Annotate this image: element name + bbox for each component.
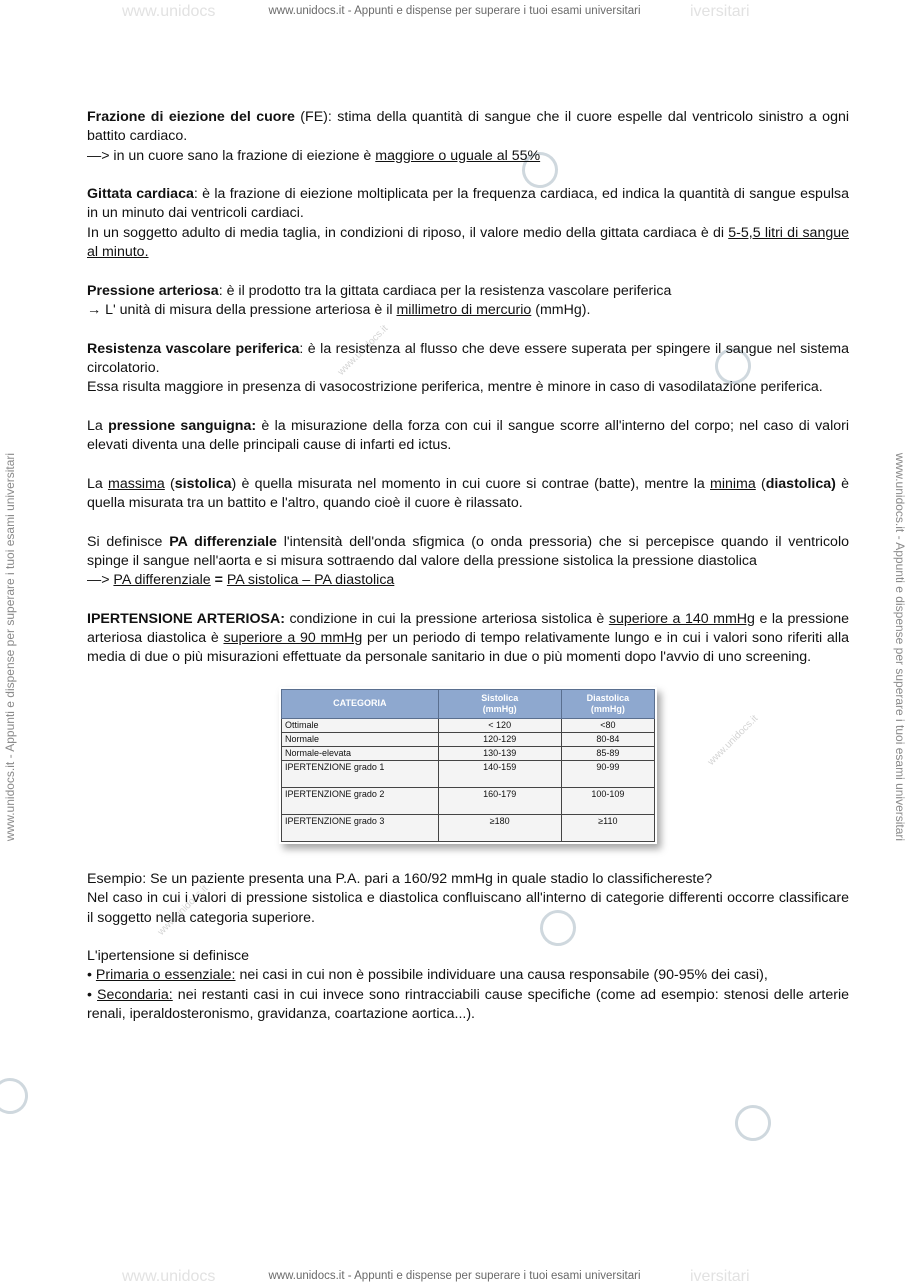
text: In un soggetto adulto di media taglia, in condizioni di riposo, il valore medio della gittata cardiaca è di — [87, 224, 729, 241]
watermark-ghost-left-bottom: www.unidocs — [122, 1268, 216, 1285]
term-frazione-eiezione: Frazione di eiezione del cuore — [87, 109, 295, 125]
paragraph-ipertensione — [87, 610, 849, 668]
cell-sistolica: 140-159 — [438, 760, 561, 787]
term-sistolica: sistolica — [174, 475, 232, 492]
term-primaria: Primaria o essenziale: — [95, 967, 236, 984]
value-unit: millimetro di mercurio — [396, 301, 532, 318]
text: : è la frazione di eiezione moltiplicata per la frequenza cardiaca, ed indica la quantità di sangue espulsa in un minuto dai ventricoli cardiaci. — [87, 186, 849, 222]
paragraph-gittata — [87, 185, 849, 262]
watermark-top: www.unidocs.it - Appunti e dispense per superare i tuoi esami universitari — [268, 5, 641, 17]
watermark-ghost-right: iversitari — [690, 3, 750, 20]
header-diastolica-unit: (mmHg) — [590, 703, 625, 714]
cell-sistolica: 120-129 — [438, 732, 561, 746]
text: e la pressione arteriosa diastolica è — [87, 610, 849, 647]
watermark-bottom: www.unidocs.it - Appunti e dispense per superare i tuoi esami universitari — [268, 1270, 641, 1282]
watermark-ghost-right-bottom: iversitari — [690, 1268, 750, 1285]
cell-diastolica: 100-109 — [561, 787, 654, 814]
header-sistolica-unit: (mmHg) — [482, 703, 517, 714]
cell-sistolica: 160-179 — [438, 787, 561, 814]
text: Essa risulta maggiore in presenza di vasocostrizione periferica, mentre è minore in caso di vasodilatazione periferica. — [87, 379, 823, 396]
cell-categoria: IPERTENZIONE grado 3 — [282, 814, 439, 841]
classification-table — [281, 689, 655, 842]
term-diastolica: diastolica) — [765, 475, 836, 492]
cell-categoria: Normale-elevata — [282, 746, 439, 760]
text: : è il prodotto tra la gittata cardiaca per la resistenza vascolare periferica — [218, 282, 672, 299]
text: Nel caso in cui i valori di pressione sistolica e diastolica confluiscano all'interno di categorie differenti occorre classificare il soggetto nella categoria superiore. — [87, 890, 849, 926]
cell-categoria: IPERTENZIONE grado 2 — [282, 787, 439, 814]
term-gittata: Gittata cardiaca — [87, 186, 194, 203]
table-header-row — [282, 689, 655, 718]
cell-sistolica: < 120 — [438, 718, 561, 732]
cell-diastolica: 85-89 — [561, 746, 654, 760]
paragraph-massima-minima — [87, 475, 849, 514]
term-massima: massima — [108, 475, 165, 492]
text: —> — [87, 572, 114, 589]
term-pressione-arteriosa: Pressione arteriosa — [87, 282, 219, 299]
text: → L' unità di misura della pressione arteriosa è il — [87, 301, 397, 318]
formula-right: PA sistolica – PA diastolica — [226, 572, 395, 589]
cell-categoria: Ottimale — [282, 718, 439, 732]
document-body — [87, 108, 849, 1044]
paragraph-pressione-arteriosa — [87, 282, 849, 321]
cell-diastolica: 80-84 — [561, 732, 654, 746]
header-diastolica — [561, 689, 654, 718]
table-row — [282, 760, 655, 787]
cell-sistolica: ≥180 — [438, 814, 561, 841]
value-fe: maggiore o uguale al 55% — [375, 147, 541, 164]
classification-table-image — [279, 687, 657, 844]
watermark-logo-icon — [728, 1098, 778, 1148]
watermark-diagonal: www.unidocs.it — [335, 323, 391, 378]
cell-diastolica: <80 — [561, 718, 654, 732]
text: —> in un cuore sano la frazione di eiezione è — [87, 147, 376, 164]
watermark-side-left: www.unidocs.it - Appunti e dispense per superare i tuoi esami universitari — [3, 452, 17, 842]
text: La — [87, 475, 109, 492]
watermark-side-right: www.unidocs.it - Appunti e dispense per superare i tuoi esami universitari — [893, 452, 907, 842]
cell-categoria: Normale — [282, 732, 439, 746]
bullet: • — [87, 967, 96, 984]
text: L'ipertensione si definisce — [87, 948, 250, 965]
term-pa-differenziale: PA differenziale — [169, 533, 277, 550]
text: nei casi in cui non è possibile individuare una causa responsabile (90-95% dei casi), — [235, 967, 768, 984]
term-minima: minima — [710, 475, 756, 492]
cell-categoria: IPERTENZIONE grado 1 — [282, 760, 439, 787]
paragraph-pressione-sanguigna — [87, 417, 849, 456]
value-gittata: 5-5,5 litri di sangue al minuto. — [87, 224, 850, 261]
table-row — [282, 732, 655, 746]
term-resistenza: Resistenza vascolare periferica — [87, 340, 300, 357]
cell-sistolica: 130-139 — [438, 746, 561, 760]
paragraph-tipi-ipertensione — [87, 947, 849, 1024]
text: ) è quella misurata nel momento in cui cuore si contrae (batte), mentre la — [231, 475, 710, 492]
table-row — [282, 814, 655, 841]
watermark-diagonal: www.unidocs.it — [155, 883, 211, 938]
table-row — [282, 746, 655, 760]
term-pressione-sanguigna: pressione sanguigna: — [108, 417, 257, 434]
text: ( — [755, 475, 766, 492]
header-categoria: CATEGORIA — [282, 689, 439, 718]
text: per un periodo di tempo relativamente lungo e in cui i valori sono riferiti alla media di due o più misurazioni effettuate da personale sanitario in due o più momenti dopo l'avvio di uno screening. — [87, 630, 850, 666]
header-sistolica — [438, 689, 561, 718]
formula-equals: = — [210, 572, 227, 589]
watermark-logo-icon — [0, 1071, 35, 1121]
table-row — [282, 718, 655, 732]
cell-diastolica: ≥110 — [561, 814, 654, 841]
bullet: • — [87, 986, 98, 1003]
formula-left: PA differenziale — [113, 572, 211, 589]
value-diastolica: superiore a 90 mmHg — [223, 630, 363, 647]
watermark-diagonal: www.unidocs.it — [705, 713, 761, 768]
header-sistolica-label: Sistolica — [481, 692, 519, 703]
watermark-ghost-left: www.unidocs — [122, 3, 216, 20]
paragraph-resistenza — [87, 340, 849, 398]
cell-diastolica: 90-99 — [561, 760, 654, 787]
text: La — [87, 417, 109, 434]
header-diastolica-label: Diastolica — [586, 692, 630, 703]
text: l'intensità dell'onda sfigmica (o onda pressoria) che si percepisce quando il ventricolo spinge il sangue nell'aorta e si misura sottraendo dal valore della pressione sistolica la pressione diastolica — [87, 533, 849, 569]
term-secondaria: Secondaria: — [97, 986, 173, 1003]
text: Esempio: Se un paziente presenta una P.A. pari a 160/92 mmHg in quale stadio lo classifichereste? — [87, 870, 713, 887]
text: è la misurazione della forza con cui il sangue scorre all'interno del corpo; nel caso di valori elevati diventa una delle principali cause di infarti ed ictus. — [87, 417, 849, 454]
text: : è la resistenza al flusso che deve essere superata per spingere il sangue nel sistema circolatorio. — [87, 340, 850, 376]
value-sistolica: superiore a 140 mmHg — [608, 610, 755, 627]
paragraph-esempio — [87, 870, 849, 928]
text: nei restanti casi in cui invece sono rintracciabili cause specifiche (come ad esempio: stenosi delle arterie renali, iperaldosteronismo, gravidanza, coartazione aortica...). — [87, 986, 849, 1022]
text: (FE): stima della quantità di sangue che il cuore espelle dal ventricolo sinistro a ogni battito cardiaco. — [87, 109, 849, 145]
term-ipertensione: IPERTENSIONE ARTERIOSA: — [87, 610, 285, 627]
text: condizione in cui la pressione arteriosa sistolica è — [284, 610, 609, 627]
text: è quella misurata tra un battito e l'altro, quando cioè il cuore è rilassato. — [87, 475, 849, 511]
table-row — [282, 787, 655, 814]
text: Si definisce — [87, 533, 170, 550]
text: (mmHg). — [531, 301, 591, 318]
paragraph-pa-differenziale — [87, 533, 849, 591]
paragraph-frazione-eiezione — [87, 108, 849, 166]
text: ( — [164, 475, 175, 492]
